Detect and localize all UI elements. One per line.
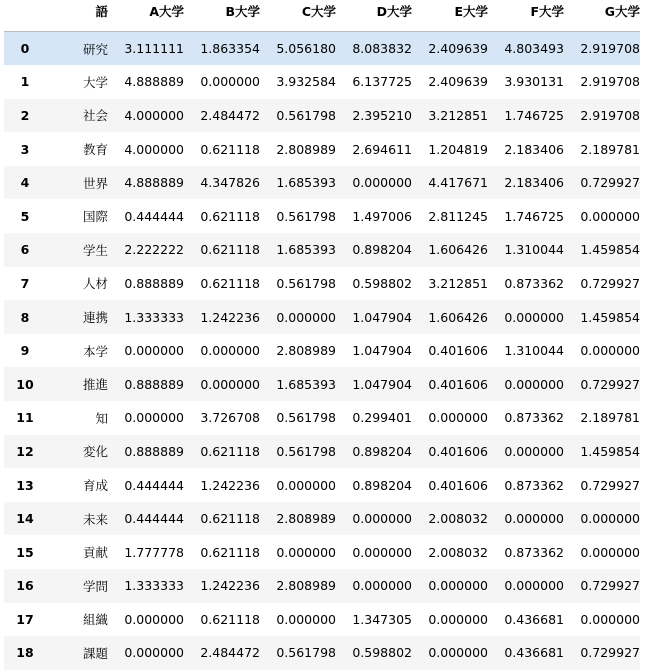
table-cell: 0.000000	[124, 611, 184, 627]
table-row	[4, 32, 640, 66]
table-cell: 2.008032	[428, 544, 488, 560]
row-word: 大学	[82, 74, 108, 90]
table-row	[4, 569, 640, 603]
row-index: 4	[20, 175, 30, 191]
table-cell: 2.808989	[276, 578, 336, 594]
row-index: 5	[20, 208, 30, 224]
table-cell: 0.729927	[580, 275, 640, 291]
table-cell: 1.310044	[504, 242, 564, 258]
table-cell: 4.888889	[124, 175, 184, 191]
col-header-e: E大学	[412, 0, 488, 32]
table-cell: 0.000000	[428, 611, 488, 627]
row-index: 16	[16, 578, 34, 594]
table-cell: 3.930131	[504, 74, 564, 90]
table-cell: 1.497006	[352, 208, 412, 224]
table-cell: 0.729927	[580, 477, 640, 493]
table-cell: 0.729927	[580, 376, 640, 392]
table-cell: 2.694611	[352, 141, 412, 157]
table-cell: 4.000000	[124, 107, 184, 123]
table-cell: 2.808989	[276, 343, 336, 359]
table-cell: 0.621118	[200, 275, 260, 291]
row-index: 0	[20, 41, 30, 57]
row-word: 学生	[82, 242, 108, 258]
table-cell: 0.000000	[276, 544, 336, 560]
table-cell: 0.729927	[580, 175, 640, 191]
row-word: 国際	[82, 209, 108, 225]
table-row	[4, 435, 640, 469]
row-word: 推進	[82, 377, 108, 393]
table-cell: 1.863354	[200, 41, 260, 57]
row-index: 17	[16, 611, 34, 627]
row-word: 課題	[82, 645, 108, 661]
row-index: 15	[16, 544, 34, 560]
table-cell: 0.000000	[504, 309, 564, 325]
table-cell: 1.333333	[124, 309, 184, 325]
table-cell: 0.561798	[276, 208, 336, 224]
table-cell: 2.811245	[428, 208, 488, 224]
table-cell: 0.000000	[200, 376, 260, 392]
table-cell: 0.873362	[504, 410, 564, 426]
table-row	[4, 267, 640, 301]
table-cell: 0.000000	[276, 611, 336, 627]
table-cell: 2.189781	[580, 141, 640, 157]
table-cell: 0.598802	[352, 645, 412, 661]
row-word: 貢献	[82, 545, 108, 561]
table-cell: 0.888889	[124, 275, 184, 291]
dataframe-table	[4, 0, 640, 670]
table-cell: 0.888889	[124, 443, 184, 459]
row-index: 12	[16, 443, 34, 459]
table-row	[4, 166, 640, 200]
table-cell: 4.417671	[428, 175, 488, 191]
table-cell: 0.729927	[580, 578, 640, 594]
table-cell: 0.000000	[504, 578, 564, 594]
col-header-g: G大学	[564, 0, 640, 32]
table-row	[4, 300, 640, 334]
table-cell: 1.047904	[352, 309, 412, 325]
table-row	[4, 502, 640, 536]
table-cell: 1.606426	[428, 242, 488, 258]
table-cell: 4.803493	[504, 41, 564, 57]
row-index: 18	[16, 645, 34, 661]
col-header-d: D大学	[336, 0, 412, 32]
row-word: 組織	[82, 612, 108, 628]
col-header-c: C大学	[260, 0, 336, 32]
table-cell: 2.484472	[200, 645, 260, 661]
table-cell: 1.204819	[428, 141, 488, 157]
table-cell: 0.000000	[352, 511, 412, 527]
table-cell: 0.561798	[276, 443, 336, 459]
table-cell: 0.000000	[580, 343, 640, 359]
table-row	[4, 334, 640, 368]
table-cell: 0.621118	[200, 242, 260, 258]
table-cell: 1.310044	[504, 343, 564, 359]
table-cell: 0.299401	[352, 410, 412, 426]
table-cell: 0.561798	[276, 275, 336, 291]
table-cell: 0.000000	[276, 309, 336, 325]
table-cell: 1.047904	[352, 343, 412, 359]
table-cell: 0.000000	[200, 74, 260, 90]
row-word: 学問	[82, 578, 108, 594]
row-index: 3	[20, 141, 30, 157]
table-cell: 4.000000	[124, 141, 184, 157]
table-row	[4, 65, 640, 99]
table-cell: 0.621118	[200, 611, 260, 627]
table-cell: 1.347305	[352, 611, 412, 627]
table-cell: 0.000000	[580, 544, 640, 560]
table-cell: 0.000000	[504, 376, 564, 392]
table-cell: 0.000000	[428, 578, 488, 594]
table-cell: 3.212851	[428, 275, 488, 291]
table-cell: 0.000000	[580, 511, 640, 527]
table-cell: 0.888889	[124, 376, 184, 392]
table-cell: 2.189781	[580, 410, 640, 426]
table-cell: 0.898204	[352, 242, 412, 258]
table-cell: 0.561798	[276, 645, 336, 661]
row-index: 9	[20, 343, 30, 359]
row-word: 未来	[82, 511, 108, 527]
table-row	[4, 99, 640, 133]
table-cell: 0.444444	[124, 511, 184, 527]
table-cell: 8.083832	[352, 41, 412, 57]
table-cell: 0.598802	[352, 275, 412, 291]
table-body	[4, 32, 640, 670]
table-cell: 2.409639	[428, 74, 488, 90]
table-cell: 1.459854	[580, 443, 640, 459]
table-cell: 0.000000	[124, 343, 184, 359]
row-index: 13	[16, 477, 34, 493]
table-cell: 0.000000	[580, 208, 640, 224]
table-row	[4, 535, 640, 569]
table-cell: 0.000000	[428, 410, 488, 426]
col-header-word: 語	[46, 0, 108, 32]
table-cell: 0.873362	[504, 544, 564, 560]
table-row	[4, 603, 640, 637]
table-cell: 0.000000	[124, 410, 184, 426]
table-cell: 3.726708	[200, 410, 260, 426]
table-cell: 2.395210	[352, 107, 412, 123]
table-cell: 1.047904	[352, 376, 412, 392]
table-cell: 1.777778	[124, 544, 184, 560]
table-cell: 2.222222	[124, 242, 184, 258]
col-header-b: B大学	[184, 0, 260, 32]
table-cell: 1.685393	[276, 242, 336, 258]
table-cell: 0.621118	[200, 141, 260, 157]
table-cell: 0.444444	[124, 208, 184, 224]
table-cell: 6.137725	[352, 74, 412, 90]
table-row	[4, 132, 640, 166]
table-cell: 2.183406	[504, 175, 564, 191]
row-word: 教育	[82, 142, 108, 158]
table-cell: 0.401606	[428, 443, 488, 459]
table-cell: 1.606426	[428, 309, 488, 325]
row-word: 世界	[82, 175, 108, 191]
table-row	[4, 468, 640, 502]
table-cell: 2.183406	[504, 141, 564, 157]
table-cell: 1.333333	[124, 578, 184, 594]
table-row	[4, 401, 640, 435]
row-word: 変化	[82, 444, 108, 460]
table-cell: 2.484472	[200, 107, 260, 123]
row-word: 育成	[82, 478, 108, 494]
row-index: 1	[20, 74, 30, 90]
row-word: 社会	[82, 108, 108, 124]
table-cell: 0.401606	[428, 343, 488, 359]
col-header-a: A大学	[108, 0, 184, 32]
table-cell: 0.561798	[276, 410, 336, 426]
table-cell: 0.436681	[504, 645, 564, 661]
col-header-f: F大学	[488, 0, 564, 32]
table-cell: 2.919708	[580, 107, 640, 123]
table-cell: 2.919708	[580, 41, 640, 57]
table-cell: 2.808989	[276, 141, 336, 157]
table-cell: 4.347826	[200, 175, 260, 191]
table-cell: 1.242236	[200, 578, 260, 594]
row-word: 人材	[82, 276, 108, 292]
row-index: 10	[16, 376, 34, 392]
table-cell: 3.932584	[276, 74, 336, 90]
table-cell: 0.621118	[200, 208, 260, 224]
table-cell: 0.444444	[124, 477, 184, 493]
table-cell: 0.000000	[352, 544, 412, 560]
row-index: 7	[20, 275, 30, 291]
table-cell: 0.000000	[276, 477, 336, 493]
table-cell: 0.729927	[580, 645, 640, 661]
row-index: 11	[16, 410, 34, 426]
table-cell: 1.685393	[276, 376, 336, 392]
index-header	[4, 0, 46, 32]
table-cell: 0.000000	[200, 343, 260, 359]
row-word: 研究	[82, 41, 108, 57]
row-word: 知	[95, 410, 108, 426]
table-cell: 1.685393	[276, 175, 336, 191]
table-cell: 0.401606	[428, 376, 488, 392]
row-word: 本学	[82, 343, 108, 359]
table-cell: 1.746725	[504, 208, 564, 224]
table-row	[4, 367, 640, 401]
row-word: 連携	[82, 310, 108, 326]
table-cell: 0.000000	[352, 175, 412, 191]
table-cell: 0.401606	[428, 477, 488, 493]
table-cell: 1.459854	[580, 242, 640, 258]
table-row	[4, 636, 640, 670]
table-cell: 0.000000	[124, 645, 184, 661]
table-cell: 3.111111	[124, 41, 184, 57]
table-cell: 0.621118	[200, 443, 260, 459]
table-cell: 5.056180	[276, 41, 336, 57]
table-cell: 2.409639	[428, 41, 488, 57]
row-index: 8	[20, 309, 30, 325]
row-index: 14	[16, 511, 34, 527]
table-cell: 2.919708	[580, 74, 640, 90]
table-cell: 0.000000	[504, 511, 564, 527]
table-cell: 0.561798	[276, 107, 336, 123]
table-cell: 0.898204	[352, 443, 412, 459]
table-row	[4, 199, 640, 233]
table-cell: 0.621118	[200, 544, 260, 560]
table-cell: 4.888889	[124, 74, 184, 90]
table-cell: 0.873362	[504, 477, 564, 493]
table-cell: 0.000000	[504, 443, 564, 459]
table-cell: 0.000000	[352, 578, 412, 594]
row-index: 6	[20, 242, 30, 258]
table-cell: 2.808989	[276, 511, 336, 527]
row-index: 2	[20, 107, 30, 123]
table-row	[4, 233, 640, 267]
table-cell: 1.242236	[200, 477, 260, 493]
table-cell: 0.621118	[200, 511, 260, 527]
table-cell: 0.436681	[504, 611, 564, 627]
table-cell: 0.000000	[428, 645, 488, 661]
table-cell: 3.212851	[428, 107, 488, 123]
table-cell: 2.008032	[428, 511, 488, 527]
table-cell: 0.000000	[580, 611, 640, 627]
table-cell: 1.746725	[504, 107, 564, 123]
table-cell: 1.242236	[200, 309, 260, 325]
table-cell: 1.459854	[580, 309, 640, 325]
table-cell: 0.873362	[504, 275, 564, 291]
table-cell: 0.898204	[352, 477, 412, 493]
header-row	[4, 0, 640, 32]
